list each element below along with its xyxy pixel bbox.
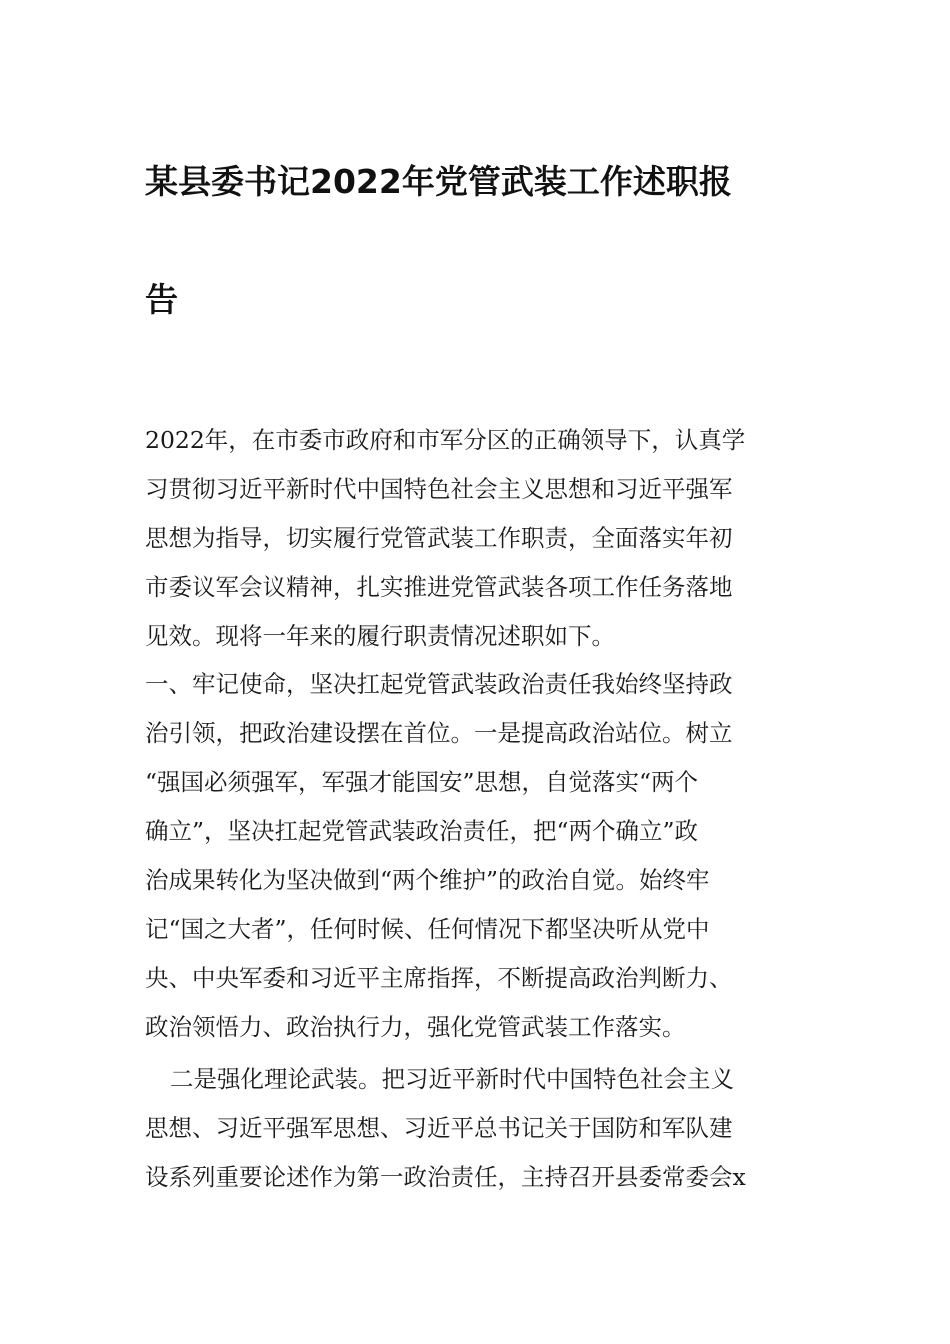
body-line: 治引领，把政治建设摆在首位。一是提高政治站位。树立 (145, 719, 733, 747)
body-line: 市委议军会议精神，扎实推进党管武装各项工作任务落地 (145, 573, 733, 601)
body-line: 习贯彻习近平新时代中国特色社会主义思想和习近平强军 (145, 475, 733, 503)
body-line: 设系列重要论述作为第一政治责任，主持召开县委常委会x (145, 1163, 746, 1191)
body-line: 政治领悟力、政治执行力，强化党管武装工作落实。 (145, 1013, 686, 1041)
body-line: 一、牢记使命，坚决扛起党管武装政治责任我始终坚持政 (145, 670, 733, 698)
body-line: 记“国之大者”，任何时候、任何情况下都坚决听从党中 (145, 915, 710, 943)
document-title-line-1: 某县委书记2022年党管武装工作述职报 (145, 162, 732, 201)
body-line: 2022年，在市委市政府和市军分区的正确领导下，认真学 (145, 426, 746, 454)
body-line: 央、中央军委和习近平主席指挥，不断提高政治判断力、 (145, 964, 733, 992)
document-title-line-2: 告 (145, 280, 178, 319)
body-line: “强国必须强军，军强才能国安”思想，自觉落实“两个 (145, 768, 699, 796)
body-line: 思想、习近平强军思想、习近平总书记关于国防和军队建 (145, 1114, 733, 1142)
body-line: 思想为指导，切实履行党管武装工作职责，全面落实年初 (145, 524, 733, 552)
body-line: 二是强化理论武装。把习近平新时代中国特色社会主义 (170, 1065, 734, 1093)
body-line: 确立”，坚决扛起党管武装政治责任，把“两个确立”政 (145, 817, 699, 845)
body-line: 治成果转化为坚决做到“两个维护”的政治自觉。始终牢 (145, 866, 710, 894)
body-line: 见效。现将一年来的履行职责情况述职如下。 (145, 622, 615, 650)
